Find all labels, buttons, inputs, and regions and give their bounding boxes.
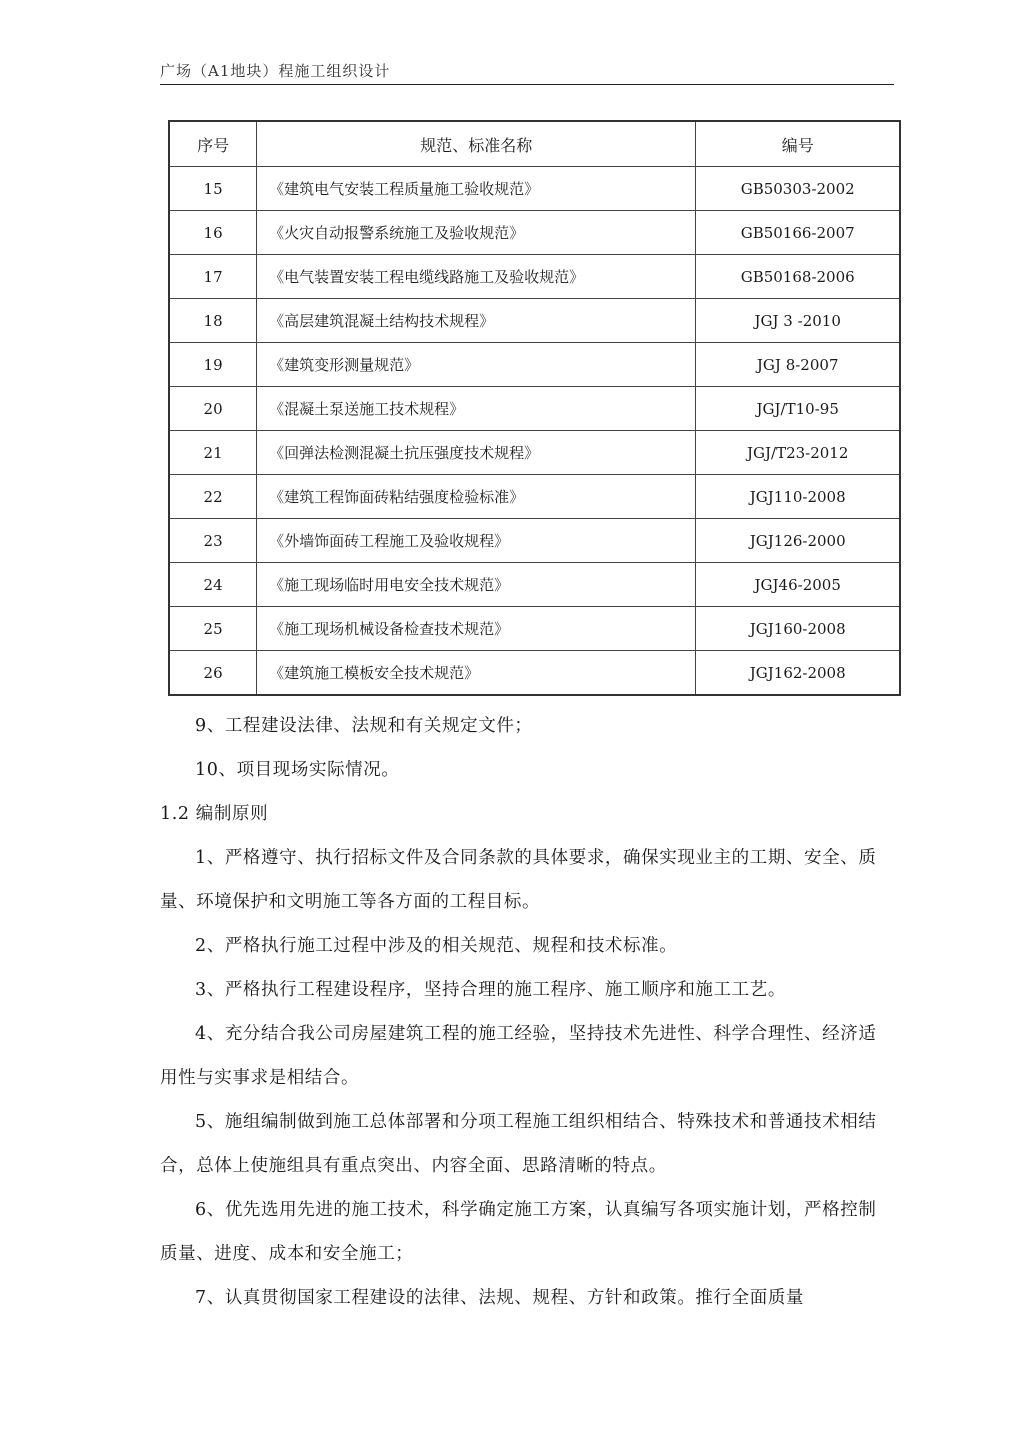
table-row <box>169 607 900 651</box>
row-standard-name: 《建筑施工模板安全技术规范》 <box>257 651 696 696</box>
row-index: 20 <box>169 387 257 431</box>
document-body <box>160 704 894 1320</box>
row-standard-code: JGJ162-2008 <box>696 651 900 696</box>
row-standard-code: GB50303-2002 <box>696 167 900 211</box>
row-standard-code: JGJ126-2000 <box>696 519 900 563</box>
column-header-code: 编号 <box>696 121 900 167</box>
row-standard-name: 《混凝土泵送施工技术规程》 <box>257 387 696 431</box>
row-standard-code: JGJ 3 -2010 <box>696 299 900 343</box>
basis-item-10: 10、项目现场实际情况。 <box>195 760 400 780</box>
column-header-name: 规范、标准名称 <box>257 121 696 167</box>
principle-7: 7、认真贯彻国家工程建设的法律、法规、规程、方针和政策。推行全面质量 <box>195 1288 805 1308</box>
row-index: 16 <box>169 211 257 255</box>
principle-1: 1、严格遵守、执行招标文件及合同条款的具体要求，确保实现业主的工期、安全、质量、环境保护和文明施工等各方面的工程目标。 <box>160 848 877 912</box>
table-row <box>169 167 900 211</box>
row-index: 17 <box>169 255 257 299</box>
row-standard-code: GB50168-2006 <box>696 255 900 299</box>
row-standard-code: GB50166-2007 <box>696 211 900 255</box>
row-index: 23 <box>169 519 257 563</box>
row-index: 15 <box>169 167 257 211</box>
row-standard-code: JGJ46-2005 <box>696 563 900 607</box>
row-standard-name: 《施工现场临时用电安全技术规范》 <box>257 563 696 607</box>
row-index: 24 <box>169 563 257 607</box>
page-header <box>160 58 894 85</box>
principle-4: 4、充分结合我公司房屋建筑工程的施工经验，坚持技术先进性、科学合理性、经济适用性与实事求是相结合。 <box>160 1024 877 1088</box>
principle-2: 2、严格执行施工过程中涉及的相关规范、规程和技术标准。 <box>195 936 678 956</box>
table-row <box>169 563 900 607</box>
row-standard-name: 《施工现场机械设备检查技术规范》 <box>257 607 696 651</box>
principle-5: 5、施组编制做到施工总体部署和分项工程施工组织相结合、特殊技术和普通技术相结合，总体上使施组具有重点突出、内容全面、思路清晰的特点。 <box>160 1112 877 1176</box>
row-standard-name: 《建筑变形测量规范》 <box>257 343 696 387</box>
row-standard-code: JGJ110-2008 <box>696 475 900 519</box>
table-row <box>169 211 900 255</box>
row-index: 22 <box>169 475 257 519</box>
row-standard-code: JGJ160-2008 <box>696 607 900 651</box>
row-index: 19 <box>169 343 257 387</box>
table-row <box>169 431 900 475</box>
row-index: 21 <box>169 431 257 475</box>
table-row <box>169 387 900 431</box>
basis-item-9: 9、工程建设法律、法规和有关规定文件； <box>195 716 533 736</box>
row-standard-name: 《火灾自动报警系统施工及验收规范》 <box>257 211 696 255</box>
table-row <box>169 651 900 696</box>
table-row <box>169 343 900 387</box>
table-row <box>169 255 900 299</box>
row-standard-name: 《高层建筑混凝土结构技术规程》 <box>257 299 696 343</box>
section-heading: 1.2 编制原则 <box>160 804 269 824</box>
table-header-row <box>169 121 900 167</box>
row-standard-name: 《电气装置安装工程电缆线路施工及验收规范》 <box>257 255 696 299</box>
table-row <box>169 299 900 343</box>
table-row <box>169 475 900 519</box>
row-standard-code: JGJ 8-2007 <box>696 343 900 387</box>
column-header-index: 序号 <box>169 121 257 167</box>
standards-table <box>168 120 901 696</box>
row-standard-name: 《回弹法检测混凝土抗压强度技术规程》 <box>257 431 696 475</box>
principle-6: 6、优先选用先进的施工技术，科学确定施工方案，认真编写各项实施计划，严格控制质量、进度、成本和安全施工； <box>160 1200 877 1264</box>
row-standard-name: 《建筑工程饰面砖粘结强度检验标准》 <box>257 475 696 519</box>
row-index: 18 <box>169 299 257 343</box>
row-index: 26 <box>169 651 257 696</box>
row-standard-name: 《建筑电气安装工程质量施工验收规范》 <box>257 167 696 211</box>
table-row <box>169 519 900 563</box>
row-standard-name: 《外墙饰面砖工程施工及验收规程》 <box>257 519 696 563</box>
row-standard-code: JGJ/T10-95 <box>696 387 900 431</box>
row-standard-code: JGJ/T23-2012 <box>696 431 900 475</box>
principle-3: 3、严格执行工程建设程序，坚持合理的施工程序、施工顺序和施工工艺。 <box>195 980 786 1000</box>
document-title: 广场（A1地块）程施工组织设计 <box>160 62 391 80</box>
row-index: 25 <box>169 607 257 651</box>
